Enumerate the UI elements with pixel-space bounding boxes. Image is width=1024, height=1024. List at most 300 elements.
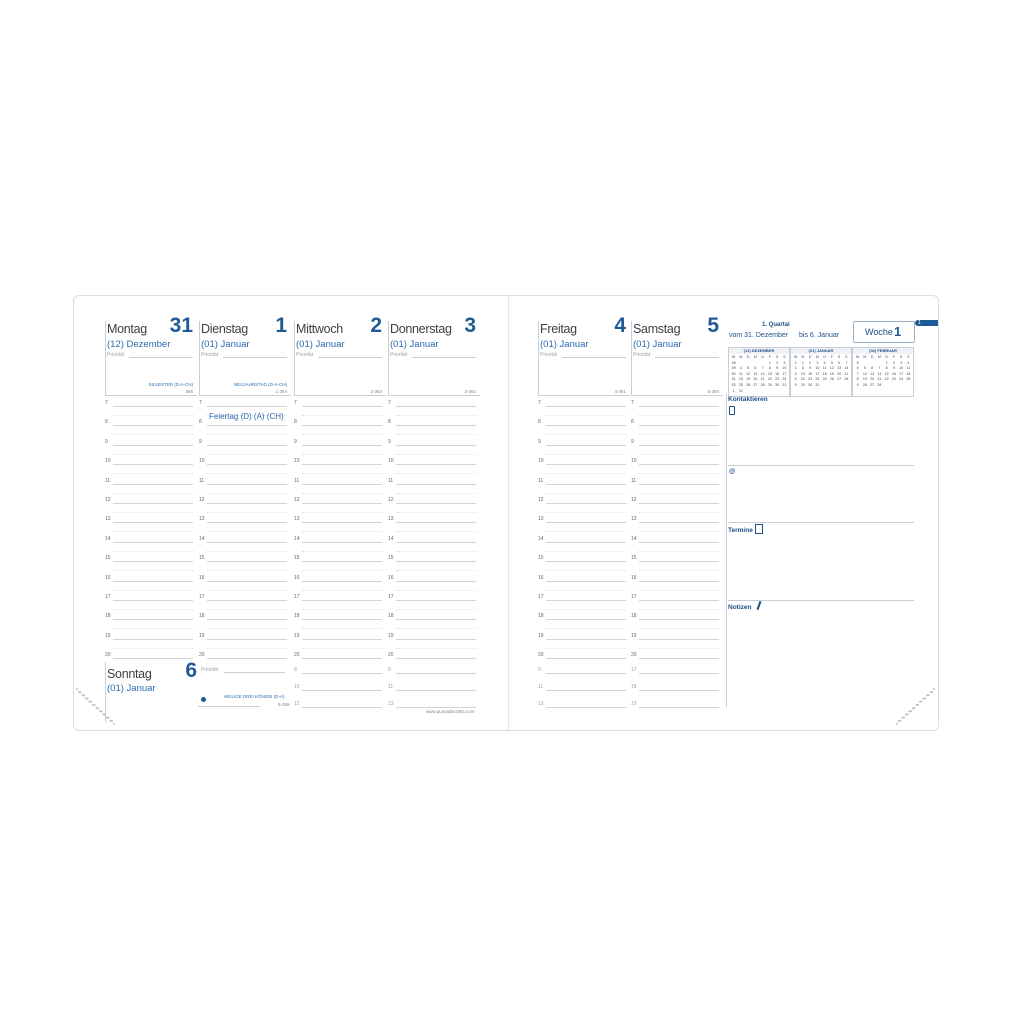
hour-line[interactable]: [302, 542, 382, 543]
hour-line[interactable]: [113, 522, 193, 523]
mini-calendar-cell: [766, 389, 773, 393]
mini-calendar-grid: [854, 355, 912, 387]
half-hour-line[interactable]: [207, 512, 287, 513]
half-hour-line[interactable]: [546, 415, 626, 416]
half-hour-line[interactable]: [207, 570, 287, 571]
hour-label: 8: [631, 419, 634, 426]
mini-calendar-cell: 6: [856, 366, 859, 371]
hour-label: 9: [538, 438, 541, 445]
half-hour-line[interactable]: [207, 551, 287, 552]
hour-line[interactable]: [207, 522, 287, 523]
hour-line[interactable]: [546, 406, 626, 407]
evening-hour-label: 19: [631, 701, 637, 707]
hour-label: 16: [538, 574, 544, 581]
hour-line[interactable]: [546, 445, 626, 446]
hour-line[interactable]: [207, 600, 287, 601]
hour-line[interactable]: [302, 484, 382, 485]
hour-line[interactable]: [207, 639, 287, 640]
mini-calendar-cell: M: [753, 355, 757, 359]
hour-line[interactable]: [113, 542, 193, 543]
mini-calendar-cell: [737, 361, 744, 365]
mini-calendar-cell: 18: [906, 371, 911, 376]
mini-calendar-cell: 2: [776, 360, 779, 365]
half-hour-line[interactable]: [207, 454, 287, 455]
half-hour-line[interactable]: [639, 648, 719, 649]
mini-calendar-cell: [869, 361, 876, 365]
mini-calendar-cell: [843, 383, 850, 387]
mini-calendar-cell: [821, 383, 828, 387]
half-hour-line[interactable]: [546, 590, 626, 591]
half-hour-line[interactable]: [302, 609, 382, 610]
half-hour-line[interactable]: [302, 454, 382, 455]
mini-calendar-cell: 19: [862, 377, 867, 382]
hour-line[interactable]: [302, 445, 382, 446]
hour-line[interactable]: [546, 619, 626, 620]
mini-calendar-cell: 21: [760, 377, 765, 382]
mini-calendar-cell: 10: [782, 366, 787, 371]
mini-calendar-cell: 5: [863, 366, 866, 371]
hour-line[interactable]: [207, 658, 287, 659]
day-month: (01) Januar: [540, 339, 589, 350]
half-hour-line[interactable]: [113, 609, 193, 610]
mini-calendar-cell: 13: [870, 371, 875, 376]
mini-calendar-cell: [898, 383, 905, 387]
hour-line[interactable]: [207, 445, 287, 446]
mini-calendar-cell: 5: [747, 366, 750, 371]
hour-line[interactable]: [207, 581, 287, 582]
evening-line[interactable]: [546, 673, 626, 674]
mini-calendar-cell: M: [739, 355, 743, 359]
hour-line[interactable]: [396, 542, 476, 543]
half-hour-line[interactable]: [113, 434, 193, 435]
mini-calendar-cell: 17: [899, 371, 904, 376]
mini-calendar-cell: 24: [782, 377, 787, 382]
pen-icon: [757, 601, 762, 610]
day-priority: Priorität: [201, 352, 219, 358]
sunday-priority-line: [224, 672, 285, 673]
half-hour-line[interactable]: [396, 570, 476, 571]
mini-calendar-cell: 31: [815, 382, 820, 387]
mini-calendar: [790, 347, 852, 397]
day-priority: Priorität: [296, 352, 314, 358]
hour-label: 19: [105, 632, 111, 639]
hour-line[interactable]: [113, 561, 193, 562]
hour-line[interactable]: [546, 581, 626, 582]
mini-calendar-cell: D: [761, 355, 764, 359]
mini-calendar-cell: 28: [877, 382, 882, 387]
half-hour-line[interactable]: [207, 434, 287, 435]
sunday-name: Sonntag: [107, 667, 152, 681]
hour-line[interactable]: [546, 464, 626, 465]
hour-line[interactable]: [207, 425, 287, 426]
half-hour-line[interactable]: [639, 512, 719, 513]
hour-line[interactable]: [396, 639, 476, 640]
hour-line[interactable]: [302, 425, 382, 426]
half-hour-line[interactable]: [302, 434, 382, 435]
half-hour-line[interactable]: [546, 493, 626, 494]
half-hour-line[interactable]: [396, 609, 476, 610]
mini-calendar-cell: M: [877, 355, 881, 359]
hour-label: 20: [105, 652, 111, 659]
mini-calendar-cell: F: [892, 355, 895, 359]
hour-label: 19: [631, 632, 637, 639]
hour-label: 16: [388, 574, 394, 581]
hour-line[interactable]: [113, 581, 193, 582]
half-hour-line[interactable]: [302, 551, 382, 552]
hour-line[interactable]: [302, 619, 382, 620]
half-hour-line[interactable]: [302, 415, 382, 416]
mini-calendar-cell: 5: [794, 382, 797, 387]
mini-calendar-cell: [883, 383, 890, 387]
hour-label: 16: [199, 574, 205, 581]
half-hour-line[interactable]: [396, 551, 476, 552]
mini-calendar-cell: [861, 361, 868, 365]
day-number: 4: [614, 314, 626, 337]
evening-hour-label: 11: [538, 684, 544, 690]
half-hour-line[interactable]: [207, 628, 287, 629]
hour-line[interactable]: [396, 581, 476, 582]
hour-line[interactable]: [639, 619, 719, 620]
half-hour-line[interactable]: [546, 609, 626, 610]
half-hour-line[interactable]: [546, 628, 626, 629]
half-hour-line[interactable]: [639, 531, 719, 532]
mini-calendar-cell: 52: [731, 382, 736, 387]
mini-calendar-cell: 30: [808, 382, 813, 387]
day-count: 365: [185, 389, 193, 394]
hour-line[interactable]: [396, 522, 476, 523]
half-hour-line[interactable]: [396, 512, 476, 513]
half-hour-line[interactable]: [302, 570, 382, 571]
hour-line[interactable]: [302, 522, 382, 523]
hour-label: 15: [199, 555, 205, 562]
mini-calendar-cell: 20: [837, 371, 842, 376]
half-hour-line[interactable]: [113, 531, 193, 532]
half-hour-line[interactable]: [396, 531, 476, 532]
hour-label: 11: [105, 477, 111, 484]
half-hour-line[interactable]: [396, 493, 476, 494]
mini-calendar-cell: 11: [906, 366, 911, 371]
evening-line[interactable]: [302, 690, 382, 691]
hour-line[interactable]: [639, 522, 719, 523]
hour-line[interactable]: [396, 503, 476, 504]
hour-line[interactable]: [396, 484, 476, 485]
half-hour-line[interactable]: [396, 648, 476, 649]
mini-calendar-cell: 28: [760, 382, 765, 387]
hour-line[interactable]: [639, 406, 719, 407]
hour-line[interactable]: [546, 425, 626, 426]
hour-line[interactable]: [639, 425, 719, 426]
evening-line[interactable]: [396, 690, 476, 691]
day-number: 1: [275, 314, 287, 337]
half-hour-line[interactable]: [396, 473, 476, 474]
hour-line[interactable]: [113, 600, 193, 601]
half-hour-line[interactable]: [207, 590, 287, 591]
mini-calendar-cell: S: [845, 355, 848, 359]
half-hour-line[interactable]: [113, 628, 193, 629]
half-hour-line[interactable]: [639, 609, 719, 610]
hour-line[interactable]: [207, 619, 287, 620]
sunday-month: (01) Januar: [107, 683, 156, 694]
evening-line[interactable]: [396, 707, 476, 708]
hour-label: 15: [105, 555, 111, 562]
evening-hour-label: 9: [388, 667, 391, 673]
sunday-count: 6-359: [278, 702, 290, 707]
hour-line[interactable]: [113, 619, 193, 620]
week-tab[interactable]: [915, 320, 939, 326]
evening-line[interactable]: [546, 707, 626, 708]
half-hour-line[interactable]: [207, 473, 287, 474]
mini-calendar-cell: 24: [899, 377, 904, 382]
hour-line[interactable]: [639, 658, 719, 659]
hour-line[interactable]: [113, 406, 193, 407]
half-hour-line[interactable]: [546, 473, 626, 474]
hour-line[interactable]: [396, 658, 476, 659]
hour-line[interactable]: [546, 542, 626, 543]
hour-line[interactable]: [207, 542, 287, 543]
hour-label: 15: [538, 555, 544, 562]
hour-line[interactable]: [396, 406, 476, 407]
evening-line[interactable]: [302, 673, 382, 674]
hour-label: 9: [631, 438, 634, 445]
hour-label: 15: [294, 555, 300, 562]
mini-calendar-cell: 25: [738, 382, 743, 387]
hour-line[interactable]: [302, 503, 382, 504]
mini-calendar-cell: 14: [760, 371, 765, 376]
mini-calendar-cell: 3: [900, 360, 903, 365]
day-box-bottom: [199, 395, 291, 396]
mini-calendar-cell: 6: [754, 366, 757, 371]
half-hour-line[interactable]: [546, 531, 626, 532]
mini-calendar-cell: 7: [878, 366, 881, 371]
half-hour-line[interactable]: [639, 628, 719, 629]
hour-line[interactable]: [302, 658, 382, 659]
hour-line[interactable]: [302, 561, 382, 562]
half-hour-line[interactable]: [113, 590, 193, 591]
mini-calendar-cell: 8: [856, 377, 859, 382]
hour-line[interactable]: [302, 581, 382, 582]
hour-line[interactable]: [207, 503, 287, 504]
half-hour-line[interactable]: [546, 454, 626, 455]
hour-line[interactable]: [113, 484, 193, 485]
hour-line[interactable]: [302, 406, 382, 407]
half-hour-line[interactable]: [639, 570, 719, 571]
mini-calendar-cell: 18: [822, 371, 827, 376]
mini-calendar-cell: 17: [782, 371, 787, 376]
half-hour-line[interactable]: [207, 493, 287, 494]
half-hour-line[interactable]: [302, 512, 382, 513]
hour-line[interactable]: [113, 639, 193, 640]
mini-calendar-cell: 23: [808, 377, 813, 382]
half-hour-line[interactable]: [113, 473, 193, 474]
mini-calendar-cell: 2: [809, 360, 812, 365]
half-hour-line[interactable]: [302, 628, 382, 629]
half-hour-line[interactable]: [546, 434, 626, 435]
hour-line[interactable]: [546, 600, 626, 601]
day-holiday: SILVESTER (D-A-CH): [148, 382, 193, 387]
hour-line[interactable]: [639, 561, 719, 562]
mini-calendar-cell: 26: [862, 382, 867, 387]
mini-calendar-cell: 25: [906, 377, 911, 382]
corner-dots-left: [74, 681, 124, 729]
mini-calendar-cell: F: [830, 355, 833, 359]
mini-calendar-cell: 11: [739, 371, 743, 376]
half-hour-line[interactable]: [639, 590, 719, 591]
half-hour-line[interactable]: [207, 648, 287, 649]
hour-line[interactable]: [207, 464, 287, 465]
hour-line[interactable]: [396, 445, 476, 446]
mini-calendar-cell: 1: [794, 360, 797, 365]
hour-label: 12: [538, 497, 544, 503]
hour-label: 13: [538, 516, 544, 523]
hour-line[interactable]: [546, 658, 626, 659]
half-hour-line[interactable]: [302, 590, 382, 591]
evening-line[interactable]: [639, 707, 719, 708]
hour-line[interactable]: [207, 406, 287, 407]
hour-line[interactable]: [396, 425, 476, 426]
half-hour-line[interactable]: [639, 493, 719, 494]
half-hour-line[interactable]: [113, 454, 193, 455]
mini-calendar-cell: F: [768, 355, 771, 359]
hour-line[interactable]: [396, 561, 476, 562]
half-hour-line[interactable]: [396, 454, 476, 455]
mini-calendar-cell: [828, 383, 835, 387]
mini-calendar-cell: 2: [892, 360, 895, 365]
mini-calendar-cell: 10: [899, 366, 904, 371]
hour-line[interactable]: [302, 600, 382, 601]
half-hour-line[interactable]: [113, 415, 193, 416]
day-month: (01) Januar: [201, 339, 250, 350]
half-hour-line[interactable]: [207, 531, 287, 532]
half-hour-line[interactable]: [302, 473, 382, 474]
half-hour-line[interactable]: [396, 590, 476, 591]
mini-calendar-cell: [745, 389, 752, 393]
day-name: Samstag: [633, 322, 681, 336]
hour-line[interactable]: [207, 561, 287, 562]
hour-label: 20: [199, 652, 205, 659]
mini-calendar-cell: [905, 383, 912, 387]
notizen-label: Notizen: [728, 604, 752, 611]
evening-line[interactable]: [302, 707, 382, 708]
day-month: (01) Januar: [390, 339, 439, 350]
hour-line[interactable]: [113, 445, 193, 446]
hour-line[interactable]: [546, 503, 626, 504]
hour-line[interactable]: [639, 503, 719, 504]
hour-line[interactable]: [639, 639, 719, 640]
hour-line[interactable]: [396, 619, 476, 620]
hour-line[interactable]: [639, 542, 719, 543]
hour-line[interactable]: [396, 464, 476, 465]
half-hour-line[interactable]: [639, 454, 719, 455]
half-hour-line[interactable]: [639, 551, 719, 552]
hour-line[interactable]: [546, 522, 626, 523]
half-hour-line[interactable]: [302, 493, 382, 494]
mini-calendar-cell: D: [746, 355, 750, 359]
half-hour-line[interactable]: [639, 434, 719, 435]
hour-line[interactable]: [639, 600, 719, 601]
half-hour-line[interactable]: [113, 493, 193, 494]
hour-label: 17: [388, 594, 394, 600]
hour-line[interactable]: [639, 445, 719, 446]
hour-label: 10: [388, 458, 394, 465]
day-count: 3-362: [464, 389, 476, 394]
hour-line[interactable]: [207, 484, 287, 485]
hour-line[interactable]: [113, 464, 193, 465]
half-hour-line[interactable]: [302, 531, 382, 532]
hour-line[interactable]: [546, 561, 626, 562]
hour-line[interactable]: [639, 484, 719, 485]
mini-calendar-cell: W: [793, 355, 798, 359]
half-hour-line[interactable]: [546, 570, 626, 571]
day-column: [199, 296, 291, 730]
half-hour-line[interactable]: [546, 648, 626, 649]
hour-label: 8: [294, 419, 297, 426]
mini-calendar-cell: [774, 389, 781, 393]
contacts-label: Kontaktieren: [728, 396, 768, 403]
hour-line[interactable]: [302, 464, 382, 465]
mini-calendar-cell: 1: [801, 360, 804, 365]
evening-line[interactable]: [639, 690, 719, 691]
mini-calendar-cell: 6: [838, 360, 841, 365]
evening-line[interactable]: [396, 673, 476, 674]
hour-line[interactable]: [302, 639, 382, 640]
corner-dots-right: [886, 681, 938, 729]
half-hour-line[interactable]: [113, 512, 193, 513]
at-icon: @: [729, 468, 736, 475]
hour-line[interactable]: [639, 581, 719, 582]
half-hour-line[interactable]: [396, 434, 476, 435]
half-hour-line[interactable]: [396, 415, 476, 416]
termine-label: Termine: [728, 527, 753, 534]
half-hour-line[interactable]: [396, 628, 476, 629]
day-number: 2: [370, 314, 382, 337]
hour-label: 12: [631, 497, 637, 503]
quarter-label: 1. Quartal: [762, 322, 790, 328]
mini-calendar-cell: 5: [856, 360, 859, 365]
range-from: vom 31. Dezember: [729, 332, 789, 339]
day-column: [294, 296, 386, 730]
day-holiday: NEUJAHRSTAG (D-A-CH): [233, 382, 287, 387]
hour-label: 9: [388, 438, 391, 445]
evening-line[interactable]: [546, 690, 626, 691]
evening-line[interactable]: [639, 673, 719, 674]
mini-calendar-cell: M: [815, 355, 819, 359]
hour-label: 18: [388, 613, 394, 620]
half-hour-line[interactable]: [113, 570, 193, 571]
half-hour-line[interactable]: [207, 609, 287, 610]
half-hour-line[interactable]: [546, 551, 626, 552]
evening-hour-label: 9: [538, 667, 541, 673]
half-hour-line[interactable]: [639, 473, 719, 474]
hour-line[interactable]: [113, 425, 193, 426]
priority-line: [129, 357, 193, 358]
half-hour-line[interactable]: [113, 551, 193, 552]
mini-calendar-cell: 51: [731, 377, 736, 382]
hour-line[interactable]: [546, 484, 626, 485]
mini-calendar-cell: S: [775, 355, 779, 359]
half-hour-line[interactable]: [302, 648, 382, 649]
mini-calendar-cell: 21: [844, 371, 849, 376]
hour-line[interactable]: [639, 464, 719, 465]
hour-line[interactable]: [396, 600, 476, 601]
hour-line[interactable]: [546, 639, 626, 640]
mini-calendar-cell: 27: [837, 377, 842, 382]
day-column: [388, 296, 480, 730]
hour-line[interactable]: [113, 503, 193, 504]
half-hour-line[interactable]: [546, 512, 626, 513]
mini-calendar-cell: 29: [800, 382, 805, 387]
mini-calendar-cell: M: [863, 355, 867, 359]
half-hour-line[interactable]: [639, 415, 719, 416]
